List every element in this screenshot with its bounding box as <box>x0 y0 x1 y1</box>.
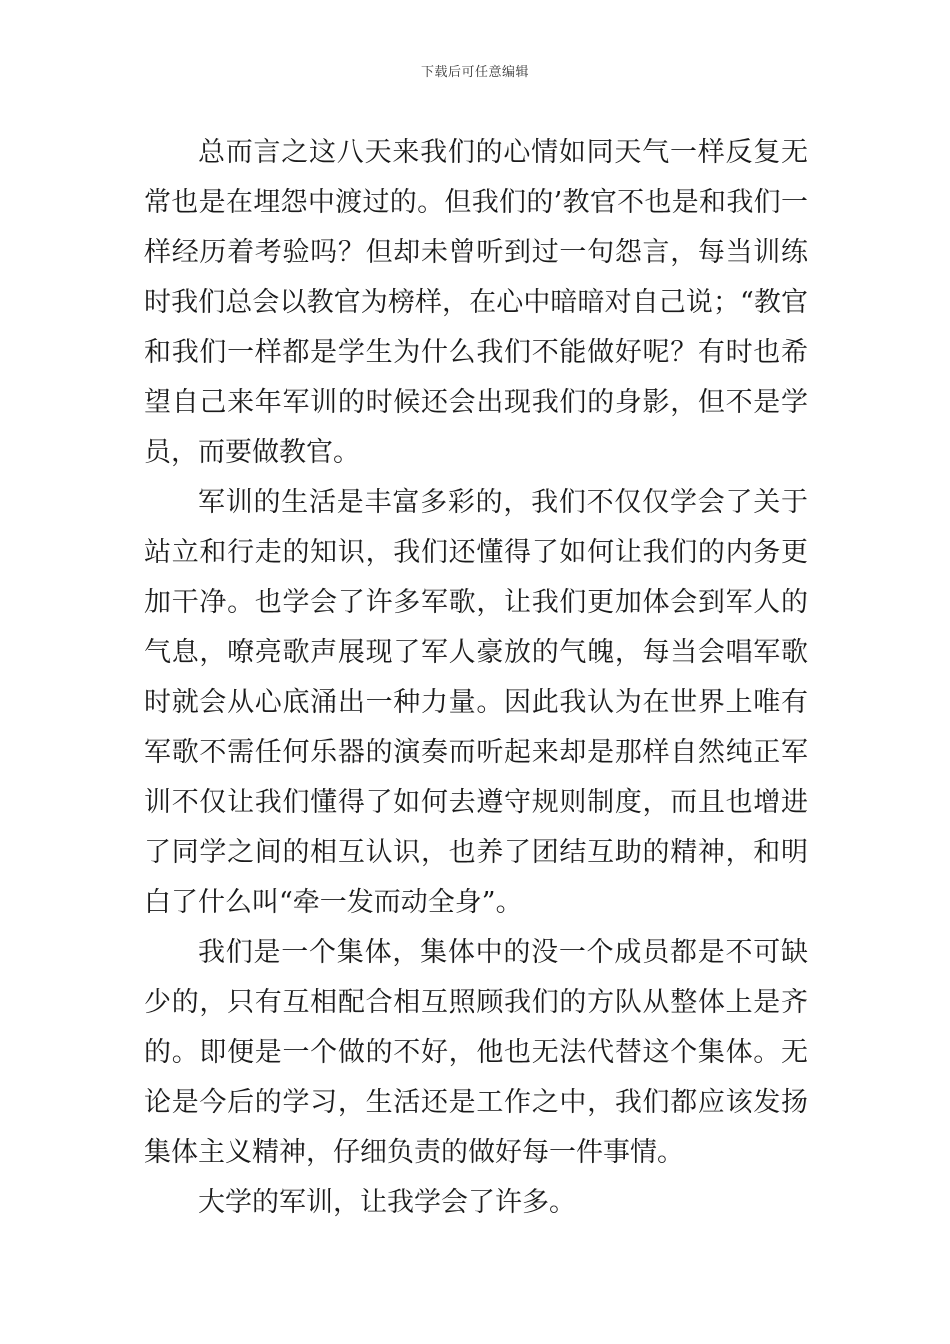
paragraph-3: 我们是一个集体，集体中的没一个成员都是不可缺少的，只有互相配合相互照顾我们的方队从整体上是齐的。即便是一个做的不好，他也无法代替这个集体。无论是今后的学习，生活还是工作之中，我们都应该发扬集体主义精神，仔细负责的做好每一件事情。 <box>144 937 808 1168</box>
paragraph-2: 军训的生活是丰富多彩的，我们不仅仅学会了关于站立和行走的知识，我们还懂得了如何让我们的内务更加干净。也学会了许多军歌，让我们更加体会到军人的气息，嘹亮歌声展现了军人豪放的气魄，每当会唱军歌时就会从心底涌出一种力量。因此我认为在世界上唯有军歌不需任何乐器的演奏而听起来却是那样自然纯正军训不仅让我们懂得了如何去遵守规则制度，而且也增进了同学之间的相互认识，也养了团结互助的精神，和明白了什么叫“牵一发而动全身”。 <box>144 487 808 918</box>
paragraph-4: 大学的军训，让我学会了许多。 <box>198 1187 576 1218</box>
page-header: 下载后可任意编辑 <box>420 65 529 80</box>
paragraph-1: 总而言之这八天来我们的心情如同天气一样反复无常也是在埋怨中渡过的。但我们的’教官不也是和我们一样经历着考验吗？但却未曾听到过一句怨言，每当训练时我们总会以教官为榜样，在心中暗暗对自己说；“教官和我们一样都是学生为什么我们不能做好呢？有时也希望自己来年军训的时候还会出现我们的身影，但不是学员，而要做教官。 <box>144 137 808 468</box>
document-body <box>144 128 808 1228</box>
